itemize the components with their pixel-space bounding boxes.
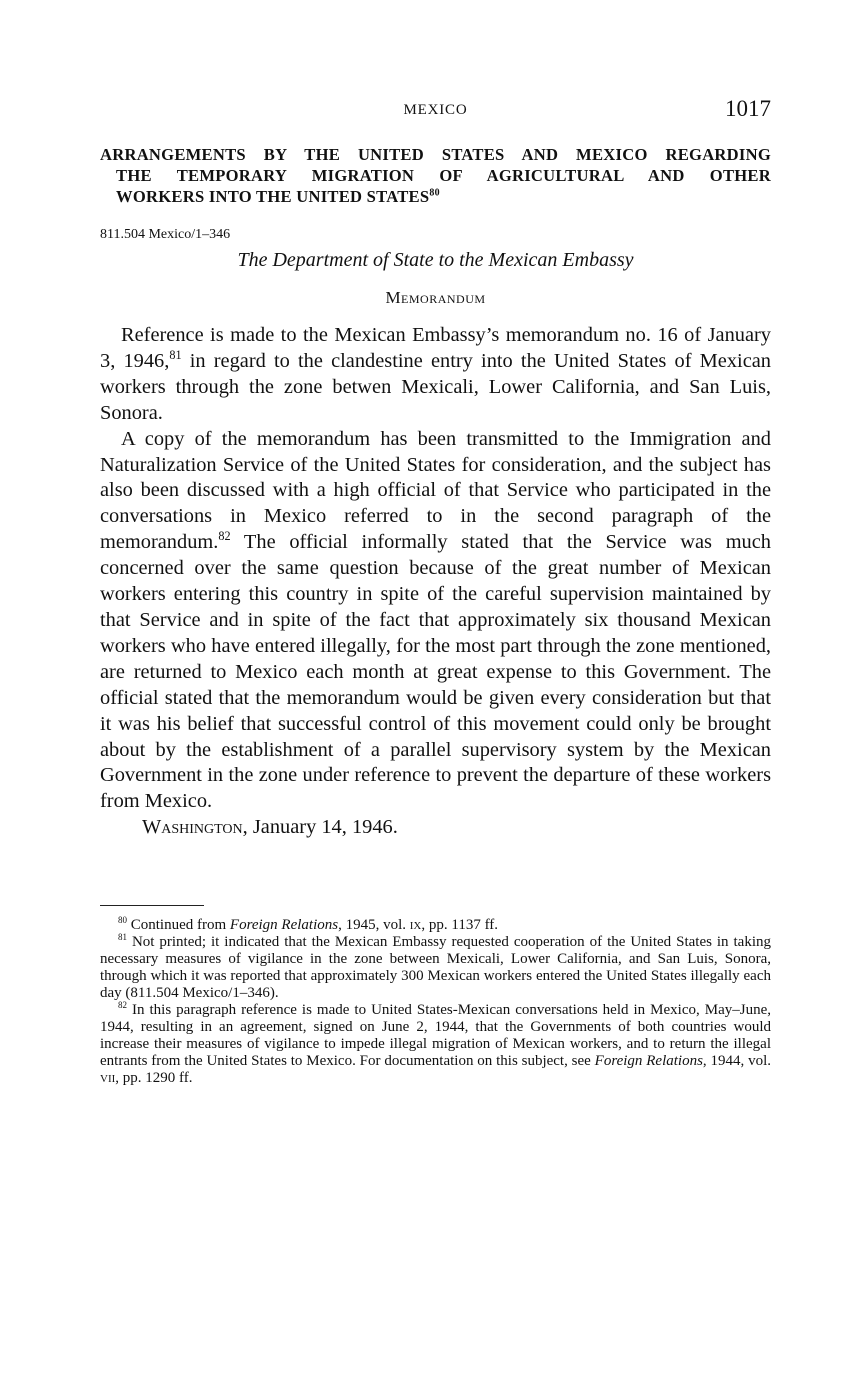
footnote-82-volume: vii xyxy=(100,1070,116,1086)
file-number: 811.504 Mexico/1–346 xyxy=(100,227,231,242)
paragraph-1-text-b: in regard to the clandestine entry into the United States of Mexican workers through the zone betwen Mexicali, Lower California, and San Luis, Sonora. xyxy=(100,349,771,424)
paragraph-1 xyxy=(100,323,771,427)
footnote-81 xyxy=(100,934,771,1002)
footnote-82-text-b: , 1944, vol. xyxy=(702,1053,771,1069)
document-addressee: The Department of State to the Mexican Embassy xyxy=(237,249,634,271)
paragraph-2-text-b: The official informally stated that the Service was much concerned over the same question because of the great number of Mexican workers entering this country in spite of the careful supervision maintained by that Service and in spite of the fact that approximately six thousand Mexican workers who have entered illegally, for the most part through the zone mentioned, are returned to Mexico each month at great expense to this Government. The official stated that the memorandum would be given every consideration but that it was his belief that successful control of this movement could only be brought about by the establishment of a parallel supervisory system by the Mexican Government in the zone under reference to prevent the departure of these workers from Mexico. xyxy=(100,531,771,813)
footnote-divider xyxy=(100,905,204,906)
footnote-80-number: 80 xyxy=(118,915,127,925)
footnote-ref-81[interactable]: 81 xyxy=(169,348,182,363)
heading-footnote-ref[interactable]: 80 xyxy=(429,187,440,199)
memorandum-body xyxy=(100,323,771,841)
page-number: 1017 xyxy=(725,96,771,121)
heading-line-1: ARRANGEMENTS BY THE UNITED STATES AND MEXICO REGARDING xyxy=(100,145,771,164)
footnote-82-text-a: In this paragraph reference is made to United States-Mexican conversations held in Mexico, May–June, 1944, resulting in an agreement, signed on June 2, 1944, that the Governments of both countries would increase their measures of vigilance to impede illegal migration of Mexican workers, and to return the illegal entrants from the United States to Mexico. For documentation on this subject, see xyxy=(100,1002,771,1069)
footnote-80-title: Foreign Relations xyxy=(229,917,339,933)
heading-line-3 xyxy=(100,186,771,207)
footnote-80-text-c: , pp. 1137 ff. xyxy=(421,917,499,933)
footnote-80 xyxy=(100,917,771,934)
document-type-label: Memorandum xyxy=(385,288,486,307)
footnote-ref-82[interactable]: 82 xyxy=(218,529,231,544)
footnote-82-number: 82 xyxy=(118,1000,127,1010)
footnote-82-title: Foreign Relations xyxy=(594,1053,703,1069)
footnotes xyxy=(100,917,771,1087)
paragraph-1-text-a: Reference is made to the Mexican Embassy’s memorandum no. 16 of January 3, 1946, xyxy=(100,324,771,372)
dateline-date: , January 14, 1946. xyxy=(242,816,398,839)
footnote-80-text-b: , 1945, vol. xyxy=(338,917,410,933)
footnote-81-text: Not printed; it indicated that the Mexican Embassy requested cooperation of the United States in taking necessary measures of vigilance in the zone between Mexicali, Lower California, and San Luis, Sonora, through which it was reported that approximately 300 Mexican workers entered the United States illegally each day (811.504 Mexico/1–346). xyxy=(100,934,771,1001)
dateline xyxy=(100,815,771,841)
paragraph-2-text-a: A copy of the memorandum has been transmitted to the Immigration and Naturalization Service of the United States for consideration, and the subject has also been discussed with a high official of that Service who participated in the conversations in Mexico referred to in the second paragraph of the memorandum. xyxy=(100,427,771,554)
heading-line-3-text: WORKERS INTO THE UNITED STATES xyxy=(116,187,430,206)
footnote-82-text-c: , pp. 1290 ff. xyxy=(115,1070,193,1086)
paragraph-2 xyxy=(100,427,771,816)
heading-line-2: THE TEMPORARY MIGRATION OF AGRICULTURAL AND OTHER xyxy=(116,166,771,185)
footnote-81-number: 81 xyxy=(118,932,127,942)
footnote-80-text-a: Continued from xyxy=(127,917,230,933)
footnote-80-volume: ix xyxy=(409,917,422,933)
running-head-title: MEXICO xyxy=(403,102,468,118)
section-heading xyxy=(100,144,771,207)
footnote-82 xyxy=(100,1002,771,1087)
running-head xyxy=(100,96,771,126)
dateline-place: Washington xyxy=(142,816,243,839)
